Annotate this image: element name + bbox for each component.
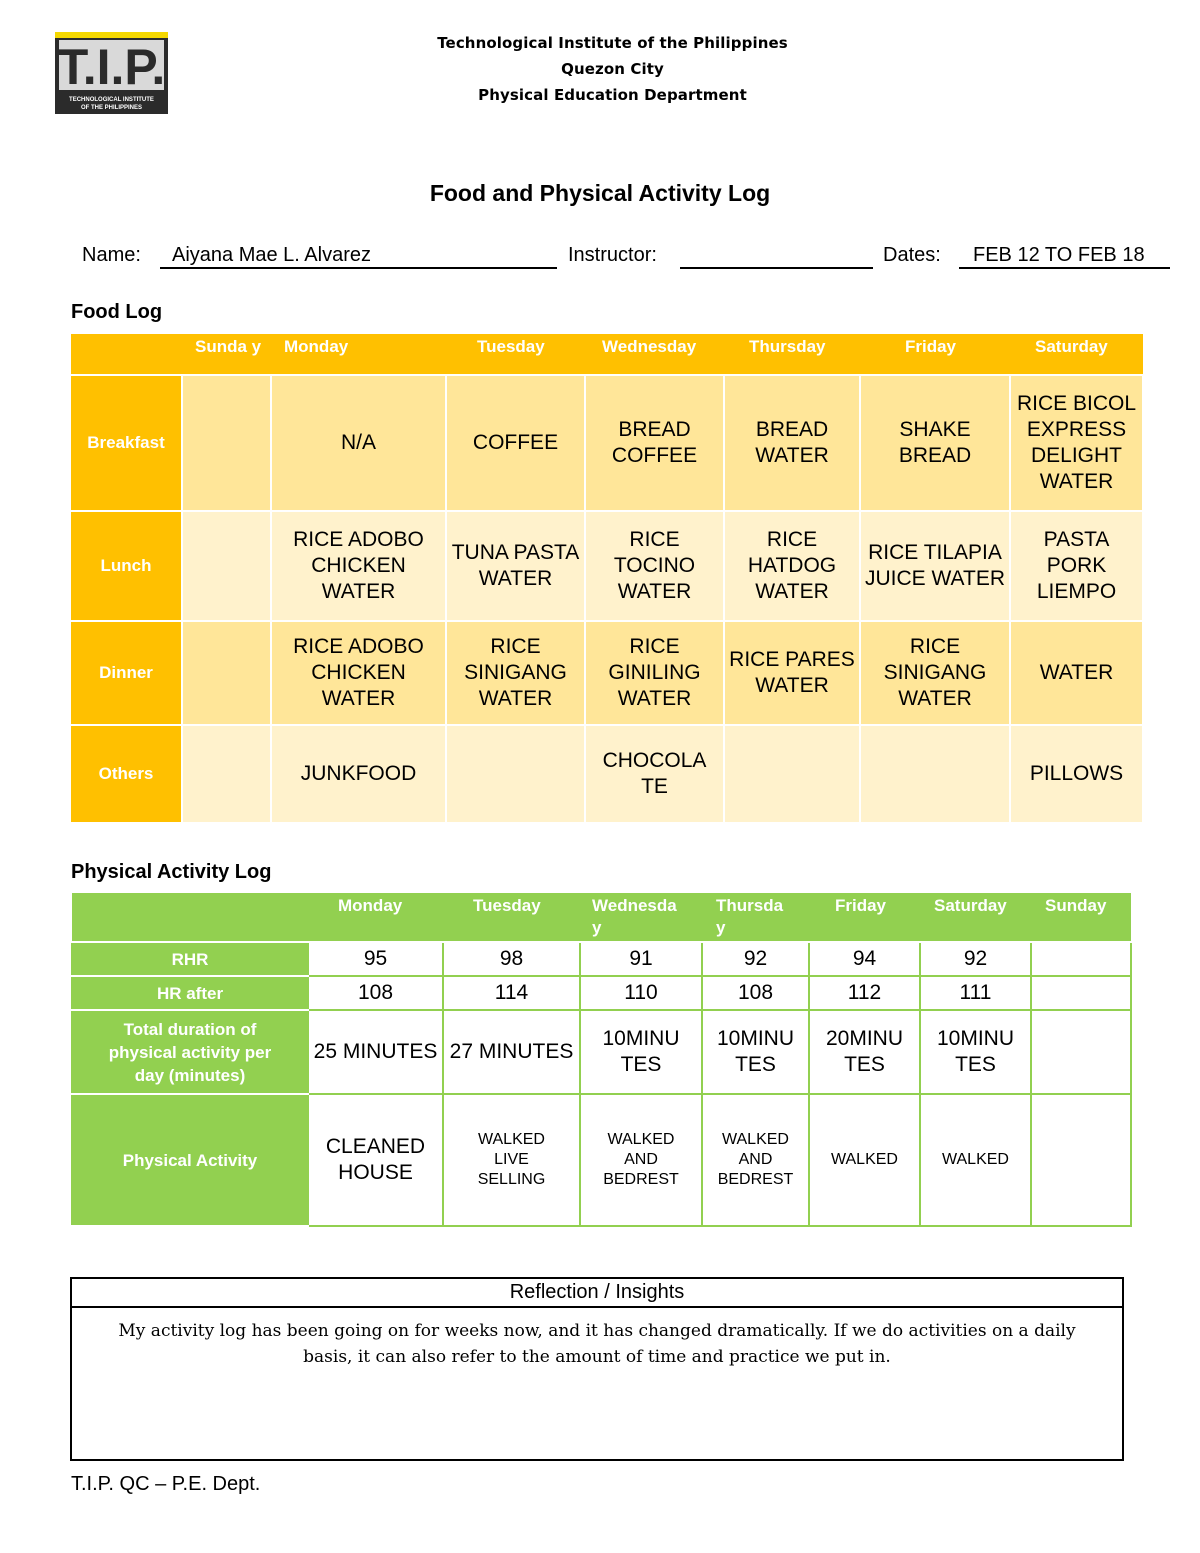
- activity-cell: [1031, 976, 1131, 1010]
- food-cell: [182, 621, 271, 725]
- activity-row-duration: [72, 1010, 1131, 1094]
- food-row-label: Breakfast: [71, 375, 182, 511]
- activity-header-row: [72, 893, 1131, 942]
- food-row-others: [71, 725, 1142, 823]
- svg-text:OF THE PHILIPPINES: OF THE PHILIPPINES: [80, 105, 143, 111]
- activity-row-label: RHR: [72, 942, 308, 976]
- activity-cell: WALKED AND BEDREST: [702, 1094, 809, 1226]
- activity-cell: WALKED: [809, 1094, 920, 1226]
- activity-day-header: Wednesda y: [580, 893, 702, 942]
- tip-logo: [55, 32, 168, 114]
- food-row-dinner: [71, 621, 1142, 725]
- food-log-table: [71, 334, 1143, 824]
- food-cell: RICE GINILING WATER: [585, 621, 724, 725]
- activity-cell: 92: [702, 942, 809, 976]
- activity-corner: [72, 893, 308, 942]
- activity-cell: 92: [920, 942, 1031, 976]
- activity-cell: 10MINU TES: [920, 1010, 1031, 1094]
- food-log-title: Food Log: [71, 301, 163, 323]
- food-cell: RICE PARES WATER: [724, 621, 860, 725]
- food-cell: BREAD COFFEE: [585, 375, 724, 511]
- food-cell: COFFEE: [446, 375, 585, 511]
- activity-cell: [1031, 1010, 1131, 1094]
- food-cell: TUNA PASTA WATER: [446, 511, 585, 621]
- food-header-row: [71, 334, 1142, 375]
- activity-log-table: [71, 893, 1132, 1227]
- activity-day-header: Saturday: [920, 893, 1031, 942]
- activity-day-header: Monday: [308, 893, 443, 942]
- food-day-header: Friday: [860, 334, 1010, 375]
- activity-cell: 94: [809, 942, 920, 976]
- food-row-label: Others: [71, 725, 182, 823]
- activity-cell: 114: [443, 976, 580, 1010]
- name-label: Name:: [82, 244, 141, 266]
- food-row-label: Dinner: [71, 621, 182, 725]
- food-cell: N/A: [271, 375, 446, 511]
- activity-cell: 25 MINUTES: [308, 1010, 443, 1094]
- institution-city: Quezon City: [561, 60, 664, 78]
- reflection-heading: Reflection / Insights: [72, 1279, 1122, 1308]
- food-cell: RICE BICOL EXPRESS DELIGHT WATER: [1010, 375, 1142, 511]
- instructor-field[interactable]: [680, 241, 873, 269]
- activity-cell: 111: [920, 976, 1031, 1010]
- page-footer: T.I.P. QC – P.E. Dept.: [71, 1473, 261, 1495]
- activity-cell: 95: [308, 942, 443, 976]
- activity-log-title: Physical Activity Log: [71, 861, 272, 883]
- food-cell: PILLOWS: [1010, 725, 1142, 823]
- activity-cell: WALKED AND BEDREST: [580, 1094, 702, 1226]
- activity-row-hr-after: [72, 976, 1131, 1010]
- food-cell: [446, 725, 585, 823]
- institution-header: [300, 30, 925, 108]
- food-cell: WATER: [1010, 621, 1142, 725]
- food-cell: RICE ADOBO CHICKEN WATER: [271, 511, 446, 621]
- food-cell: RICE TILAPIA JUICE WATER: [860, 511, 1010, 621]
- food-day-header: Wednesday: [585, 334, 724, 375]
- activity-cell: 98: [443, 942, 580, 976]
- food-cell: RICE HATDOG WATER: [724, 511, 860, 621]
- activity-cell: WALKED LIVE SELLING: [443, 1094, 580, 1226]
- activity-cell: 20MINU TES: [809, 1010, 920, 1094]
- food-cell: [182, 725, 271, 823]
- food-cell: CHOCOLA TE: [585, 725, 724, 823]
- activity-cell: 10MINU TES: [702, 1010, 809, 1094]
- food-cell: JUNKFOOD: [271, 725, 446, 823]
- activity-row-label: Physical Activity: [72, 1094, 308, 1226]
- activity-row-label: HR after: [72, 976, 308, 1010]
- institution-name: Technological Institute of the Philippines: [437, 34, 788, 52]
- activity-row-rhr: [72, 942, 1131, 976]
- dates-field[interactable]: FEB 12 TO FEB 18: [959, 241, 1170, 269]
- logo-text: T.I.P.: [57, 39, 166, 95]
- food-cell: PASTA PORK LIEMPO: [1010, 511, 1142, 621]
- food-day-header: Tuesday: [446, 334, 585, 375]
- activity-cell: [1031, 942, 1131, 976]
- food-cell: [182, 375, 271, 511]
- name-field[interactable]: Aiyana Mae L. Alvarez: [160, 241, 557, 269]
- food-cell: [182, 511, 271, 621]
- activity-day-header: Sunday: [1031, 893, 1131, 942]
- activity-cell: 91: [580, 942, 702, 976]
- food-row-breakfast: [71, 375, 1142, 511]
- food-cell: RICE SINIGANG WATER: [860, 621, 1010, 725]
- page-title: Food and Physical Activity Log: [429, 180, 771, 206]
- instructor-label: Instructor:: [568, 244, 657, 266]
- food-cell: [860, 725, 1010, 823]
- food-corner: [71, 334, 182, 375]
- food-cell: SHAKE BREAD: [860, 375, 1010, 511]
- activity-day-header: Tuesday: [443, 893, 580, 942]
- activity-row-physical-activity: [72, 1094, 1131, 1226]
- food-cell: RICE SINIGANG WATER: [446, 621, 585, 725]
- food-row-lunch: [71, 511, 1142, 621]
- food-cell: RICE TOCINO WATER: [585, 511, 724, 621]
- activity-cell: [1031, 1094, 1131, 1226]
- food-day-header: Monday: [271, 334, 446, 375]
- dates-label: Dates:: [883, 244, 941, 266]
- reflection-box: [70, 1277, 1124, 1461]
- food-day-header: Sunda y: [182, 334, 271, 375]
- food-cell: [724, 725, 860, 823]
- activity-day-header: Thursda y: [702, 893, 809, 942]
- activity-cell: 112: [809, 976, 920, 1010]
- food-cell: BREAD WATER: [724, 375, 860, 511]
- food-row-label: Lunch: [71, 511, 182, 621]
- activity-cell: 110: [580, 976, 702, 1010]
- activity-cell: 10MINU TES: [580, 1010, 702, 1094]
- activity-row-label: Total duration of physical activity per day (minutes): [72, 1010, 308, 1094]
- activity-cell: WALKED: [920, 1094, 1031, 1226]
- activity-day-header: Friday: [809, 893, 920, 942]
- activity-cell: CLEANED HOUSE: [308, 1094, 443, 1226]
- activity-cell: 108: [308, 976, 443, 1010]
- food-day-header: Thursday: [724, 334, 860, 375]
- svg-text:TECHNOLOGICAL INSTITUTE: TECHNOLOGICAL INSTITUTE: [69, 97, 154, 103]
- food-day-header: Saturday: [1010, 334, 1142, 375]
- department-name: Physical Education Department: [478, 86, 747, 104]
- food-cell: RICE ADOBO CHICKEN WATER: [271, 621, 446, 725]
- activity-cell: 108: [702, 976, 809, 1010]
- activity-cell: 27 MINUTES: [443, 1010, 580, 1094]
- reflection-text[interactable]: My activity log has been going on for weeks now, and it has changed dramatically. If we do activities on a daily basis, it can also refer to the amount of time and practice we put in.: [118, 1321, 1076, 1367]
